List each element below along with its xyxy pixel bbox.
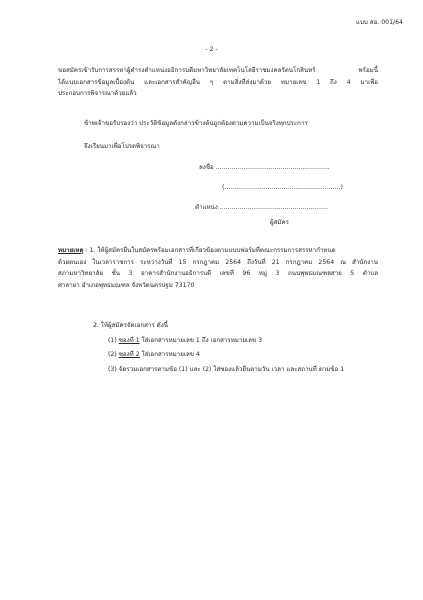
sign-dotted-line: .......................................................... xyxy=(215,164,330,171)
position-label: ตำแหน่ง xyxy=(195,204,218,211)
document-item xyxy=(108,337,262,344)
remark-item-1-start: : 1. ให้ผู้สมัครยื่นใบสมัครพร้อมเอกสารที่เกี่ยวข้องตามแบบฟอร์มที่คณะกรรมการสรรหากำหนด xyxy=(83,247,336,254)
intro-line: ขอสมัครเข้ารับการสรรหาผู้ดำรงตำแหน่งอธิการบดีมหาวิทยาลัยเทคโนโลยีราชมงคลรัตนโกสินทร์ พร้อมนี้ xyxy=(58,67,378,74)
item-number: (3) xyxy=(108,366,117,373)
remark-line: ศาลายา อำเภอพุทธมณฑล จังหวัดนครปฐม 73170 xyxy=(58,281,195,289)
sign-label: ลงชื่อ xyxy=(199,164,214,171)
item-number: (1) xyxy=(108,337,117,344)
applicant-role: ผู้สมัคร xyxy=(270,219,289,226)
remark-line: ด้วยตนเอง ในเวลาราชการ ระหว่างวันที่ 15 กรกฎาคม 2564 ถึงวันที่ 21 กรกฎาคม 2564 ณ สำนักงาน xyxy=(58,258,378,266)
signature-block xyxy=(195,164,369,226)
consideration-statement: จึงเรียนมาเพื่อโปรดพิจารณา xyxy=(84,143,160,150)
document-item xyxy=(108,351,200,358)
item-text: ใส่เอกสารหมายเลข 1 ถึง เอกสารหมายเลข 3 xyxy=(139,337,263,344)
document-instructions-title: 2. ให้ผู้สมัครจัดเอกสาร ดังนี้ xyxy=(93,322,168,329)
item-number: (2) xyxy=(108,351,117,358)
application-paragraph xyxy=(58,67,378,102)
remark-heading: หมายเหตุ xyxy=(58,247,84,254)
envelope-label: ซองที่ 1 xyxy=(118,337,140,344)
remark-section xyxy=(58,247,378,293)
envelope-label: ซองที่ 2 xyxy=(118,351,140,358)
page-number: - 2 - xyxy=(205,46,218,53)
item-text: จัดรวมเอกสารตามข้อ (1) และ (2) ใส่ซองแล้วยื่นตามวัน เวลา และสถานที่ ตามข้อ 1 xyxy=(118,366,345,373)
intro-line: ได้แนบเอกสารข้อมูลเบื้องต้น และเอกสารสำคัญอื่น ๆ ตามสิ่งที่ส่งมาด้วย หมายเลข 1 ถึง 4 มาเพื่อ xyxy=(58,78,378,86)
document-item xyxy=(108,366,344,373)
item-text: ใส่เอกสารหมายเลข 4 xyxy=(139,351,200,358)
form-code: แบบ สอ. 001/64 xyxy=(355,19,403,26)
remark-line: สภามหาวิทยาลัย ชั้น 3 อาคารสำนักงานอธิการบดี เลขที่ 96 หมู่ 3 ถนนพุทธมณฑลสาย 5 ตำบล xyxy=(58,270,378,278)
intro-line: ประกอบการพิจารณาด้วยแล้ว xyxy=(58,90,137,98)
remark-line xyxy=(58,247,378,259)
name-dotted-line: (...........................................................) xyxy=(222,184,343,191)
certification-statement: ข้าพเจ้าขอรับรองว่า ประวัติข้อมูลดังกล่าวข้างต้นถูกต้องตามความเป็นจริงทุกประการ xyxy=(84,120,308,127)
position-dotted-line: ....................................................... xyxy=(219,204,328,211)
